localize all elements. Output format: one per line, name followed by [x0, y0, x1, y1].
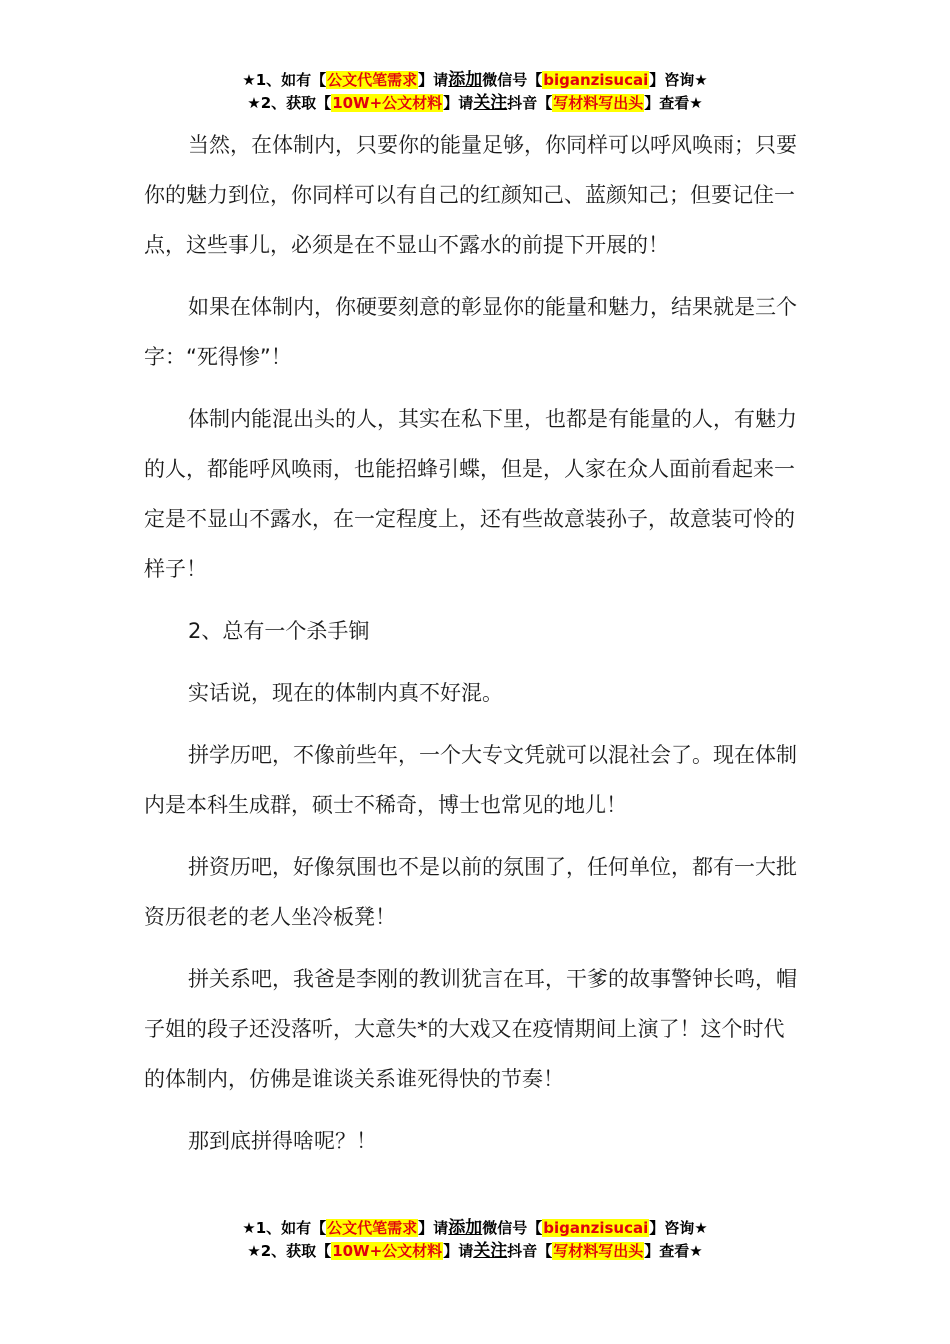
banner-text: 】查看★	[644, 94, 703, 112]
follow-keyword: 关注	[473, 93, 508, 113]
star-icon: ★	[247, 94, 261, 112]
banner-line-1	[0, 1217, 950, 1240]
wechat-id-highlight: biganzisucai	[543, 1219, 649, 1237]
paragraph: 那到底拼得啥呢？！	[188, 1129, 377, 1153]
banner-text: 微信号【	[482, 71, 543, 89]
paragraph: 当然，在体制内，只要你的能量足够，你同样可以呼风唤雨；只要你的魅力到位，你同样可以有自己的红颜知己、蓝颜知己；但要记住一点，这些事儿，必须是在不显山不露水的前提下开展的！	[144, 133, 797, 257]
banner-text: 抖音【	[507, 1242, 553, 1260]
banner-text: 】请	[443, 1242, 474, 1260]
banner-text: 1、如有【	[255, 71, 327, 89]
banner-line-2	[0, 92, 950, 115]
star-icon: ★	[242, 1219, 256, 1237]
paragraph: 拼关系吧，我爸是李刚的教训犹言在耳，干爹的故事警钟长鸣，帽子姐的段子还没落听，大意失*的大戏又在疫情期间上演了！这个时代的体制内，仿佛是谁谈关系谁死得快的节奏！	[144, 967, 797, 1091]
paragraph: 如果在体制内，你硬要刻意的彰显你的能量和魅力，结果就是三个字：“死得惨”！	[144, 295, 797, 369]
banner-line-1	[0, 69, 950, 92]
banner-text: 抖音【	[507, 94, 553, 112]
star-icon: ★	[247, 1242, 261, 1260]
material-highlight: 10W+公文材料	[332, 94, 443, 112]
paragraph: 实话说，现在的体制内真不好混。	[188, 681, 503, 705]
banner-text: 】请	[418, 1219, 449, 1237]
banner-text: 】咨询★	[649, 71, 708, 89]
paragraph: 拼资历吧，好像氛围也不是以前的氛围了，任何单位，都有一大批资历很老的老人坐冷板凳！	[144, 855, 797, 929]
banner-text: 1、如有【	[255, 1219, 327, 1237]
header-banner	[0, 69, 950, 115]
paragraph: 拼学历吧，不像前些年，一个大专文凭就可以混社会了。现在体制内是本科生成群，硕士不稀奇，博士也常见的地儿！	[144, 743, 797, 817]
banner-text: 2、获取【	[260, 1242, 332, 1260]
footer-banner	[0, 1217, 950, 1263]
wechat-id-highlight: biganzisucai	[543, 71, 649, 89]
section-heading: 2、总有一个杀手锏	[188, 619, 370, 643]
paragraph: 体制内能混出头的人，其实在私下里，也都是有能量的人，有魅力的人，都能呼风唤雨，也能招蜂引蝶，但是，人家在众人面前看起来一定是不显山不露水，在一定程度上，还有些故意装孙子，故意装可怜的样子！	[144, 407, 797, 581]
douyin-id-highlight: 写材料写出头	[553, 94, 644, 112]
service-highlight: 公文代笔需求	[327, 1219, 418, 1237]
article-body	[144, 120, 804, 1178]
banner-line-2	[0, 1240, 950, 1263]
douyin-id-highlight: 写材料写出头	[553, 1242, 644, 1260]
banner-text: 2、获取【	[260, 94, 332, 112]
service-highlight: 公文代笔需求	[327, 71, 418, 89]
banner-text: 】请	[443, 94, 474, 112]
star-icon: ★	[242, 71, 256, 89]
banner-text: 】查看★	[644, 1242, 703, 1260]
add-keyword: 添加	[448, 70, 483, 90]
banner-text: 微信号【	[482, 1219, 543, 1237]
banner-text: 】请	[418, 71, 449, 89]
follow-keyword: 关注	[473, 1241, 508, 1261]
add-keyword: 添加	[448, 1218, 483, 1238]
banner-text: 】咨询★	[649, 1219, 708, 1237]
material-highlight: 10W+公文材料	[332, 1242, 443, 1260]
